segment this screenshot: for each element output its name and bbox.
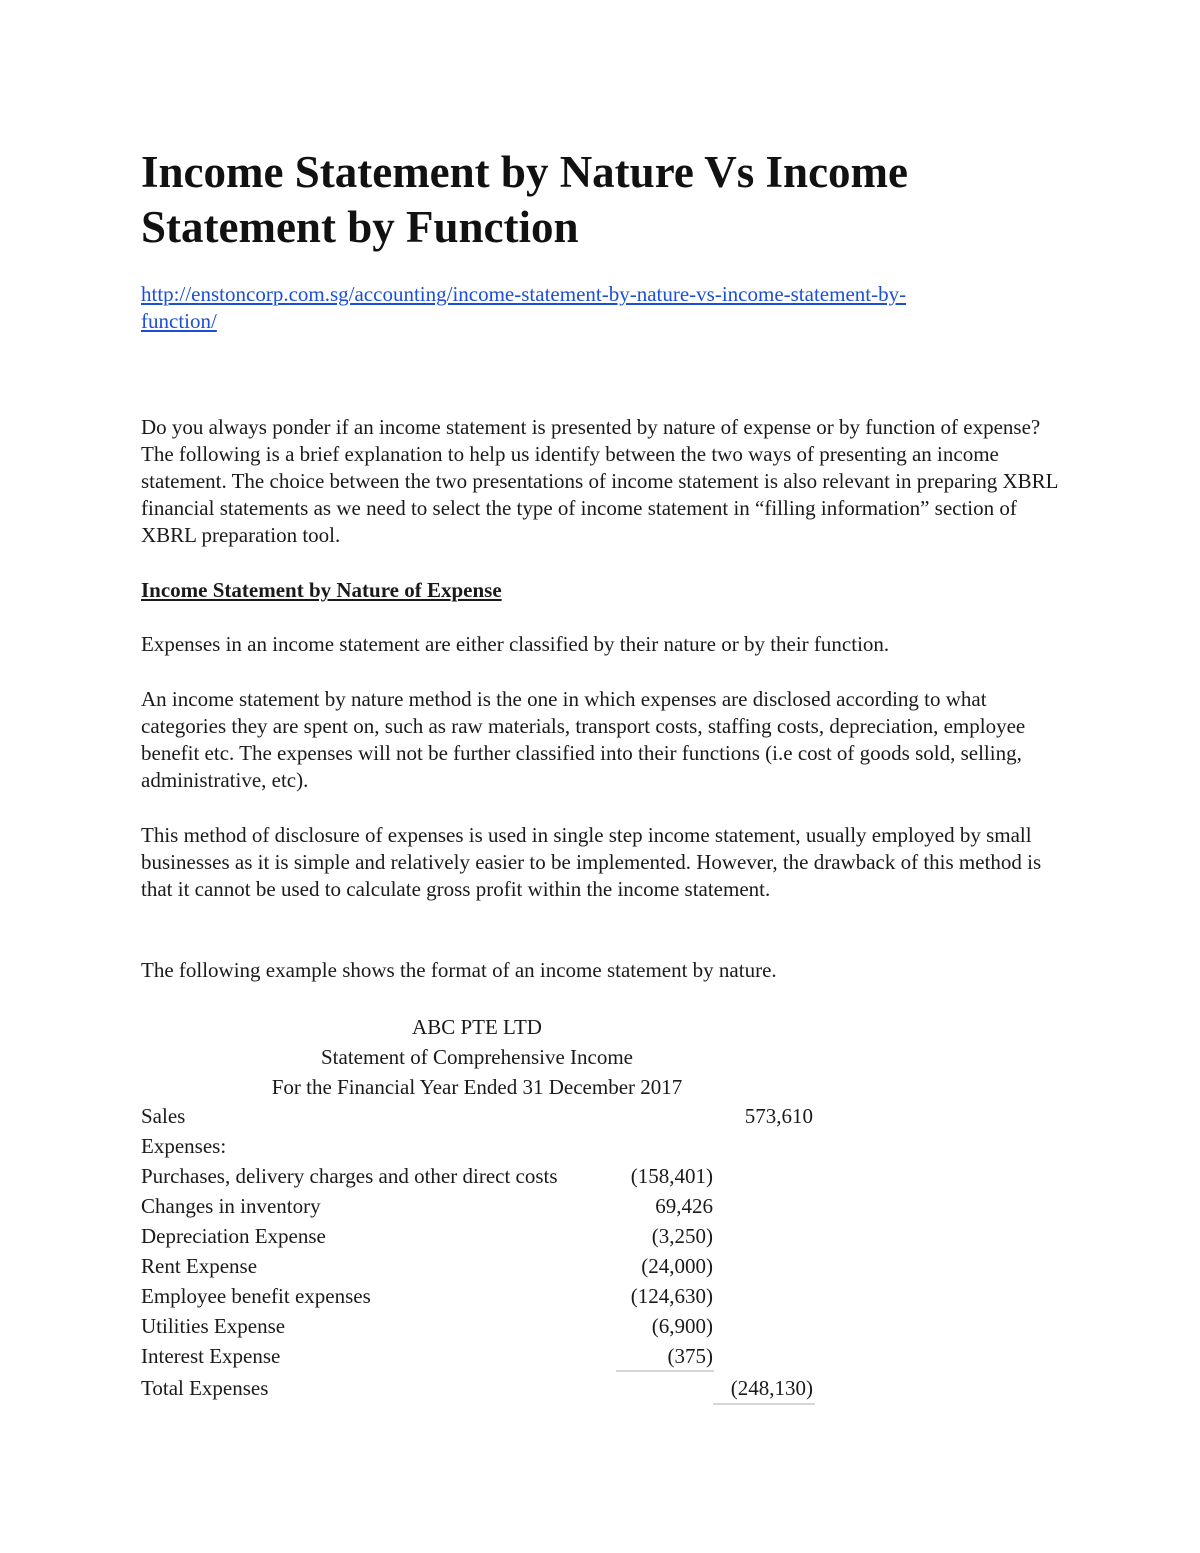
- paragraph-2: An income statement by nature method is the one in which expenses are disclosed according to what categories they are spent on, such as raw materials, transport costs, staffing costs, depreciation, employee benefit etc. The expenses will not be further classified into their functions (i.e cost of goods sold, selling, administrative, etc).: [141, 687, 1026, 792]
- paragraph-4: The following example shows the format of an income statement by nature.: [141, 958, 777, 982]
- section-heading: Income Statement by Nature of Expense: [141, 578, 502, 602]
- table-row: [141, 1311, 821, 1341]
- subtotal-rule: [616, 1370, 714, 1372]
- row-label: Depreciation Expense: [141, 1224, 326, 1248]
- paragraph-1: Expenses in an income statement are either classified by their nature or by their function.: [141, 632, 890, 656]
- page-title: Income Statement by Nature Vs Income Statement by Function: [141, 147, 908, 252]
- table-row: [141, 1161, 821, 1191]
- paragraph-3: This method of disclosure of expenses is used in single step income statement, usually employed by small businesses as it is simple and relatively easier to be implemented. However, the drawback of this method is that it cannot be used to calculate gross profit within the income statement.: [141, 823, 1042, 901]
- statement-company: ABC PTE LTD: [412, 1015, 542, 1039]
- table-row: [141, 1131, 821, 1161]
- row-label: Rent Expense: [141, 1254, 258, 1278]
- table-row: [141, 1221, 821, 1251]
- table-row: [141, 1281, 821, 1311]
- table-row: [141, 1101, 821, 1131]
- row-label: Sales: [141, 1104, 186, 1128]
- row-amount: (6,900): [651, 1314, 713, 1338]
- row-label: Interest Expense: [141, 1344, 281, 1368]
- row-amount: (124,630): [630, 1284, 713, 1308]
- table-row: [141, 1373, 821, 1403]
- statement-name: Statement of Comprehensive Income: [321, 1045, 633, 1069]
- row-amount: 69,426: [655, 1194, 713, 1218]
- row-total: (248,130): [730, 1376, 813, 1400]
- row-label: Utilities Expense: [141, 1314, 286, 1338]
- statement-period: For the Financial Year Ended 31 December 2017: [271, 1075, 683, 1099]
- row-label: Expenses:: [141, 1134, 227, 1158]
- row-label: Changes in inventory: [141, 1194, 321, 1218]
- row-amount: (375): [667, 1344, 713, 1368]
- row-amount: (3,250): [651, 1224, 713, 1248]
- row-total: 573,610: [744, 1104, 813, 1128]
- row-label: Total Expenses: [141, 1376, 269, 1400]
- table-row: [141, 1191, 821, 1221]
- table-row: [141, 1341, 821, 1371]
- table-row: [141, 1251, 821, 1281]
- source-link-line1: http://enstoncorp.com.sg/accounting/income-statement-by-nature-vs-income-statement-by-: [141, 282, 907, 306]
- source-link-line2: function/: [141, 309, 217, 333]
- total-rule: [713, 1403, 815, 1405]
- source-link[interactable]: [141, 281, 1041, 335]
- row-label: Purchases, delivery charges and other direct costs: [141, 1164, 558, 1188]
- intro-paragraph: Do you always ponder if an income statement is presented by nature of expense or by function of expense? The following is a brief explanation to help us identify between the two ways of presenting an income statement. The choice between the two presentations of income statement is also relevant in preparing XBRL financial statements as we need to select the type of income statement in “filling information” section of XBRL preparation tool.: [141, 415, 1058, 547]
- row-label: Employee benefit expenses: [141, 1284, 371, 1308]
- row-amount: (24,000): [641, 1254, 713, 1278]
- row-amount: (158,401): [630, 1164, 713, 1188]
